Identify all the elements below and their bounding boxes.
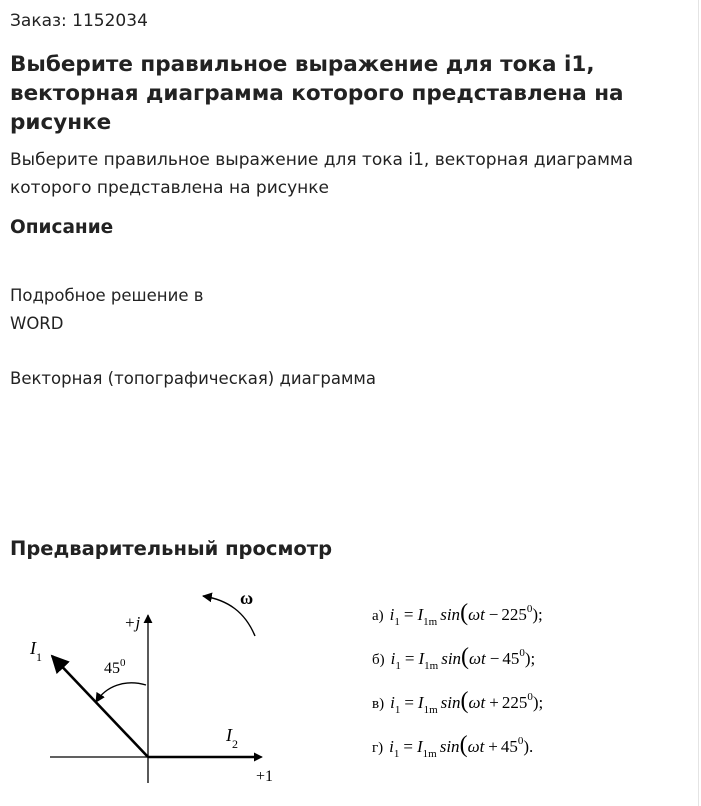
i-subscript: 1 xyxy=(394,704,401,716)
amplitude-subscript: 1m xyxy=(422,748,437,760)
preview-heading: Предварительный просмотр xyxy=(10,537,333,560)
sin: sin xyxy=(440,693,461,712)
option-letter: б) xyxy=(372,652,385,668)
angle-arc xyxy=(96,683,146,702)
paren-open: ( xyxy=(460,600,469,626)
i1-subscript: 1 xyxy=(36,650,42,664)
option-g xyxy=(372,732,533,760)
lead-text: Выберите правильное выражение для тока i1, векторная диаграмма которого представлена на рисунке xyxy=(10,150,634,198)
option-letter: а) xyxy=(372,608,384,624)
amplitude-subscript: 1m xyxy=(423,704,438,716)
phase-value: 225 xyxy=(501,693,528,712)
paren-open: ( xyxy=(459,732,468,758)
i-symbol: i xyxy=(389,605,395,624)
phase-value: 225 xyxy=(501,605,527,624)
sin: sin xyxy=(440,605,461,624)
angle-degree: 0 xyxy=(120,657,126,669)
phase-degree: 0 xyxy=(519,647,525,659)
amplitude-symbol: I xyxy=(416,737,423,756)
i2-label xyxy=(225,725,238,751)
omega-t: ωt xyxy=(468,693,486,712)
amplitude-symbol: I xyxy=(417,693,424,712)
i1-label xyxy=(29,638,42,664)
paren-open: ( xyxy=(461,644,470,670)
order-number: Заказ: 1152034 xyxy=(10,11,148,31)
phase-value: 45 xyxy=(502,649,520,668)
right-border xyxy=(698,0,699,806)
sign: − xyxy=(489,649,500,668)
option-letter: г) xyxy=(372,740,384,756)
i-symbol: i xyxy=(389,737,394,756)
option-b-text xyxy=(372,644,535,672)
vector-i1 xyxy=(52,656,148,757)
amplitude-subscript: 1m xyxy=(424,660,439,672)
paren-close: ). xyxy=(523,737,534,756)
option-a xyxy=(372,600,543,628)
i-subscript: 1 xyxy=(395,660,401,672)
option-g-text xyxy=(372,732,533,760)
option-v xyxy=(372,688,543,716)
description-line: Подробное решение в xyxy=(10,286,204,305)
i-symbol: i xyxy=(390,693,395,712)
equals: = xyxy=(404,693,414,712)
angle-label xyxy=(104,657,126,677)
equals: = xyxy=(403,605,414,624)
option-letter: в) xyxy=(372,696,385,712)
description-text xyxy=(10,282,203,338)
description-line: WORD xyxy=(10,314,64,333)
i-symbol: i xyxy=(390,649,396,668)
i-subscript: 1 xyxy=(393,748,400,760)
i2-symbol: I xyxy=(226,725,232,745)
option-a-text xyxy=(372,600,543,628)
omega-t: ωt xyxy=(468,605,485,624)
paren-close: ); xyxy=(532,693,544,712)
option-v-text xyxy=(372,688,543,716)
i1-symbol: I xyxy=(30,638,36,658)
phase-degree: 0 xyxy=(526,603,533,615)
sign: − xyxy=(488,605,499,624)
phase-value: 45 xyxy=(500,737,518,756)
sign: + xyxy=(488,737,498,756)
amplitude-symbol: I xyxy=(417,605,424,624)
equals: = xyxy=(404,649,415,668)
preview-image xyxy=(0,580,698,806)
sign: + xyxy=(489,693,499,712)
phase-degree: 0 xyxy=(527,691,533,703)
angle-value: 45 xyxy=(104,660,120,677)
answer-options xyxy=(372,600,543,760)
i-subscript: 1 xyxy=(394,616,400,628)
amplitude-subscript: 1m xyxy=(423,616,438,628)
page-title: Выберите правильное выражение для тока i1, векторная диаграмма которого представлена на рисунке xyxy=(10,52,624,135)
axis-1-label: +1 xyxy=(256,768,274,785)
phase-degree: 0 xyxy=(517,735,524,747)
paren-close: ); xyxy=(524,649,536,668)
paren-open: ( xyxy=(460,688,469,714)
sin: sin xyxy=(439,737,460,756)
omega-label: ω xyxy=(240,588,254,608)
equals: = xyxy=(403,737,413,756)
sin: sin xyxy=(441,649,462,668)
paren-close: ); xyxy=(532,605,543,624)
diagram-caption: Векторная (топографическая) диаграмма xyxy=(10,369,376,388)
omega-t: ωt xyxy=(467,737,485,756)
description-heading: Описание xyxy=(10,217,114,238)
omega-t: ωt xyxy=(469,649,486,668)
axis-j-label: +j xyxy=(124,613,141,632)
i2-subscript: 2 xyxy=(232,737,238,751)
option-b xyxy=(372,644,535,672)
amplitude-symbol: I xyxy=(418,649,425,668)
